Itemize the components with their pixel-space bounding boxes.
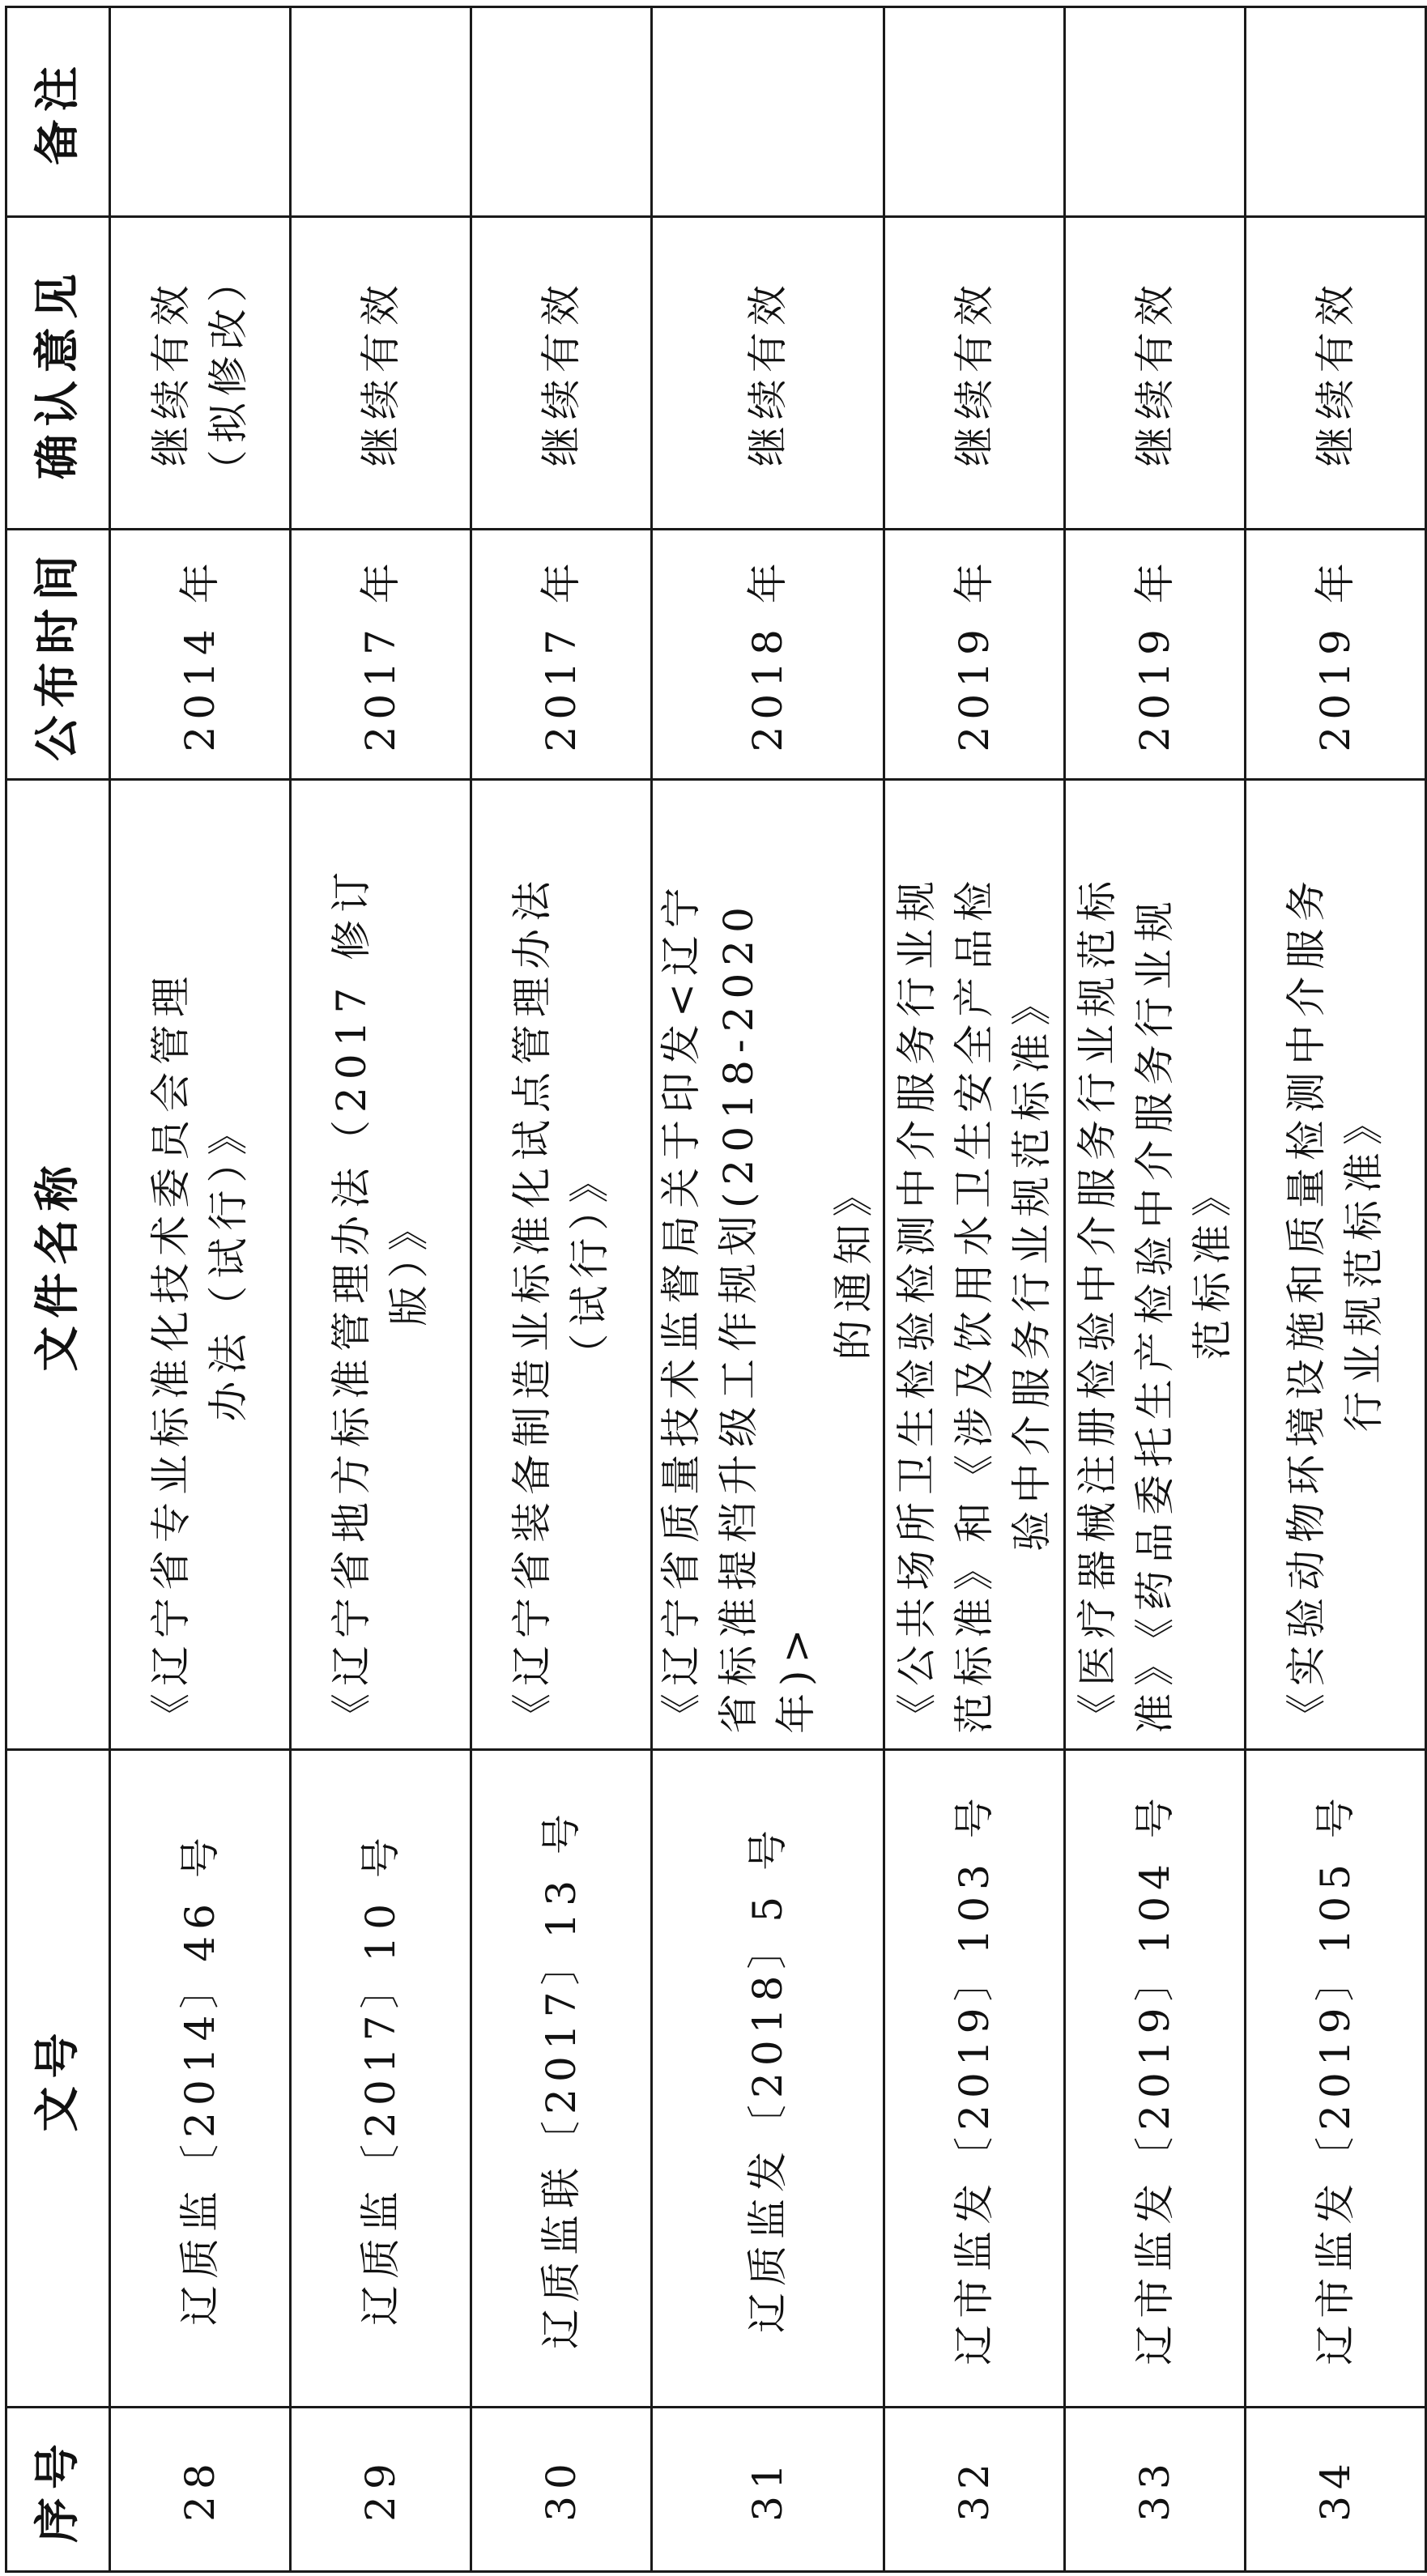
doc-name-line: 行业规范标准》: [1340, 1097, 1387, 1433]
table-row: [1065, 7, 1246, 2572]
header-doc-name: 文件名称: [6, 780, 110, 1750]
doc-name-cell: [884, 780, 1065, 1750]
header-opinion: 确认意见: [6, 216, 110, 529]
opinion-cell: [291, 216, 471, 529]
table-row: [291, 7, 471, 2572]
doc-no-cell: 辽市监发〔2019〕103 号: [884, 1749, 1065, 2407]
doc-name-line: 准》《药品委托生产检验中介服务行业规: [1131, 893, 1178, 1734]
seq-cell: 34: [1246, 2408, 1426, 2572]
doc-name-line: 的通知》: [830, 1169, 877, 1360]
doc-name-line: 《实验动物环境设施和质量检测中介服务: [1283, 873, 1330, 1734]
opinion-line: （拟修改）: [205, 255, 252, 491]
remarks-cell: [1246, 7, 1426, 217]
table-row: [110, 7, 291, 2572]
publish-time-cell: 2019 年: [1065, 529, 1246, 780]
remarks-cell: [652, 7, 884, 217]
doc-no-cell: 辽质监联〔2017〕13 号: [471, 1749, 652, 2407]
doc-name-line: 《医疗器械注册检验中介服务行业规范标: [1073, 873, 1121, 1734]
header-row: [6, 7, 110, 2572]
header-remarks: 备注: [6, 7, 110, 217]
table-row: [471, 7, 652, 2572]
publish-time-cell: 2017 年: [291, 529, 471, 780]
doc-name-line: 《公共场所卫生检验检测中介服务行业规: [892, 873, 940, 1734]
seq-cell: 29: [291, 2408, 471, 2572]
doc-no-cell: 辽质监发〔2018〕5 号: [652, 1749, 884, 2407]
opinion-cell: [652, 216, 884, 529]
doc-name-line: 《辽宁省专业标准化技术委员会管理: [147, 969, 194, 1734]
opinion-line: 继续有效: [1131, 279, 1178, 467]
publish-time-cell: 2017 年: [471, 529, 652, 780]
header-doc-no: 文号: [6, 1749, 110, 2407]
header-publish-time: 公布时间: [6, 529, 110, 780]
opinion-line: 继续有效: [147, 279, 194, 467]
remarks-cell: [884, 7, 1065, 217]
publish-time-cell: 2014 年: [110, 529, 291, 780]
opinion-line: 继续有效: [743, 279, 791, 467]
opinion-cell: [471, 216, 652, 529]
opinion-line: 继续有效: [1311, 279, 1359, 467]
doc-name-line: 《辽宁省装备制造业标准化试点管理办法: [509, 873, 556, 1734]
doc-name-line: 《辽宁省地方标准管理办法（2017 修订: [328, 864, 375, 1734]
seq-cell: 33: [1065, 2408, 1246, 2572]
table-row: [652, 7, 884, 2572]
opinion-cell: [110, 216, 291, 529]
table-row: [1246, 7, 1426, 2572]
opinion-line: 继续有效: [950, 279, 998, 467]
doc-name-line: （试行）》: [566, 1155, 613, 1374]
opinion-line: 继续有效: [537, 279, 585, 467]
doc-name-line: 验中介服务行业规范标准》: [1007, 977, 1055, 1552]
doc-name-line: 范标准》和《涉及饮用水卫生安全产品检: [950, 873, 998, 1734]
doc-name-cell: [1246, 780, 1426, 1750]
opinion-cell: [1065, 216, 1246, 529]
doc-no-cell: 辽市监发〔2019〕105 号: [1246, 1749, 1426, 2407]
seq-cell: 30: [471, 2408, 652, 2572]
doc-name-cell: [652, 780, 884, 1750]
remarks-cell: [110, 7, 291, 217]
doc-no-cell: 辽市监发〔2019〕104 号: [1065, 1749, 1246, 2407]
seq-cell: 31: [652, 2408, 884, 2572]
header-seq: 序号: [6, 2408, 110, 2572]
doc-name-line: 省标准提档升级工作规划(2018-2020 年)>: [715, 900, 820, 1734]
publish-time-cell: 2019 年: [1246, 529, 1426, 780]
opinion-cell: [1246, 216, 1426, 529]
doc-name-cell: [471, 780, 652, 1750]
table-row: [884, 7, 1065, 2572]
doc-name-cell: [1065, 780, 1246, 1750]
doc-name-line: 《辽宁省质量技术监督局关于印发<辽宁: [658, 880, 705, 1734]
doc-no-cell: 辽质监〔2017〕10 号: [291, 1749, 471, 2407]
remarks-cell: [471, 7, 652, 217]
publish-time-cell: 2019 年: [884, 529, 1065, 780]
doc-name-cell: [291, 780, 471, 1750]
doc-name-line: 范标准》: [1188, 1169, 1236, 1360]
opinion-cell: [884, 216, 1065, 529]
doc-name-line: 办法（试行）》: [205, 1107, 252, 1422]
opinion-line: 继续有效: [356, 279, 404, 467]
remarks-cell: [291, 7, 471, 217]
document-table: [5, 6, 1427, 2573]
seq-cell: 32: [884, 2408, 1065, 2572]
seq-cell: 28: [110, 2408, 291, 2572]
doc-name-line: 版）》: [386, 1203, 432, 1326]
doc-no-cell: 辽质监〔2014〕46 号: [110, 1749, 291, 2407]
remarks-cell: [1065, 7, 1246, 217]
doc-name-cell: [110, 780, 291, 1750]
publish-time-cell: 2018 年: [652, 529, 884, 780]
